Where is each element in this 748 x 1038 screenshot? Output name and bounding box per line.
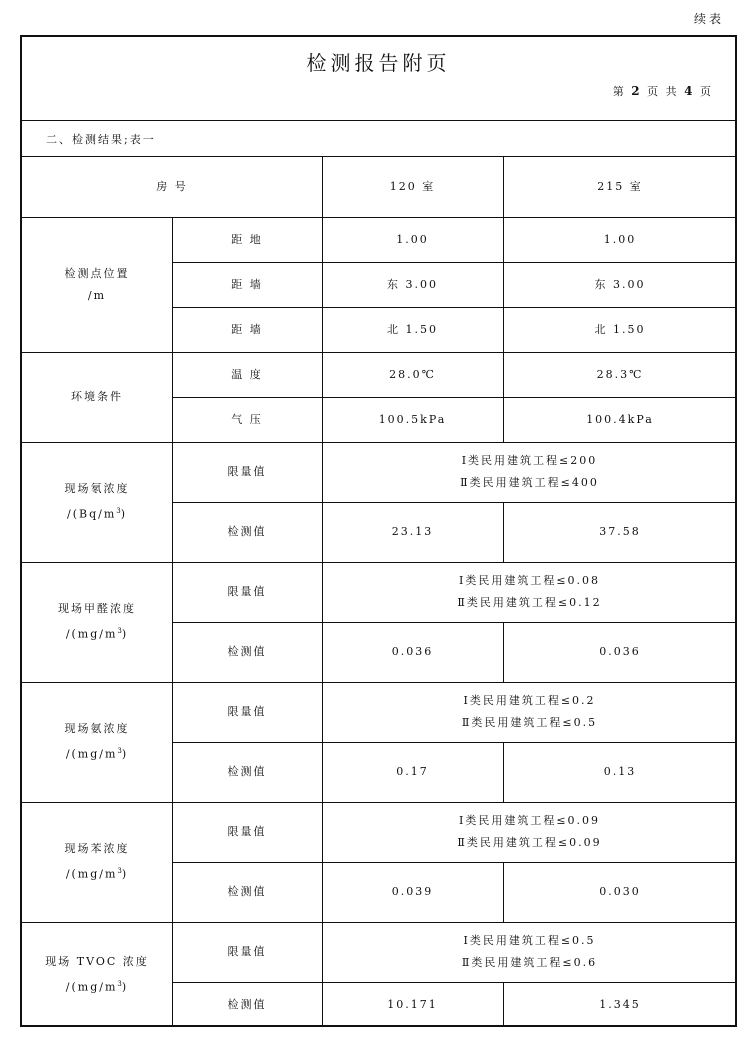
measured-value-215 — [503, 502, 737, 562]
room-215 — [503, 157, 737, 217]
measured-value-120 — [322, 742, 503, 802]
column-divider — [503, 217, 504, 352]
unit-sup: 3 — [117, 747, 122, 756]
measured-label — [172, 622, 322, 682]
row-label: 距 地 — [231, 232, 263, 246]
unit-prefix: /(mg/m — [65, 980, 118, 994]
column-divider — [322, 157, 323, 217]
cell-value: 0.13 — [603, 765, 637, 778]
limit-class-2: Ⅱ类民用建筑工程≤0.6 — [461, 956, 598, 969]
cell-value: 37.58 — [599, 525, 641, 538]
environment-label — [22, 352, 172, 442]
row-label: 气 压 — [231, 412, 263, 426]
position-value-120 — [322, 217, 503, 262]
limit-class-1: Ⅰ类民用建筑工程≤0.09 — [458, 814, 601, 827]
environment-value-120 — [322, 397, 503, 442]
column-divider — [172, 217, 173, 352]
measured-value-215 — [503, 862, 737, 922]
page-total: 4 — [684, 84, 695, 98]
unit-suffix: ) — [120, 507, 128, 521]
limit-class-2: Ⅱ类民用建筑工程≤0.12 — [457, 596, 602, 609]
cell-value: 北 1.50 — [594, 322, 646, 336]
report-header — [22, 37, 735, 121]
unit-prefix: /(mg/m — [65, 627, 118, 641]
measured-value-120 — [322, 502, 503, 562]
page-suffix: 页 — [700, 85, 713, 98]
position-label — [22, 217, 172, 352]
page-indicator — [613, 83, 713, 99]
limit-class-1: Ⅰ类民用建筑工程≤0.08 — [458, 574, 601, 587]
column-divider — [322, 352, 323, 442]
page-current: 2 — [631, 84, 642, 98]
column-divider — [503, 982, 504, 1027]
limit-values — [322, 922, 737, 982]
pollutant-label — [22, 682, 172, 802]
unit-suffix: ) — [121, 747, 129, 761]
column-divider — [503, 502, 504, 562]
unit-prefix: /(Bq/m — [66, 507, 117, 521]
limit-class-2: Ⅱ类民用建筑工程≤0.5 — [461, 716, 598, 729]
unit-suffix: ) — [121, 980, 129, 994]
limit-values — [322, 682, 737, 742]
row-divider — [172, 397, 737, 398]
limit-values — [322, 562, 737, 622]
measured-value-215 — [503, 742, 737, 802]
pollutant-label — [22, 442, 172, 562]
measured-label-text: 检测值 — [227, 525, 267, 538]
unit-sup: 3 — [117, 867, 122, 876]
measured-label — [172, 502, 322, 562]
environment-row-label — [172, 397, 322, 442]
column-divider — [322, 922, 323, 1027]
pollutant-name: 现场氡浓度 — [64, 482, 130, 496]
pollutant-unit — [65, 500, 130, 526]
cell-value: 0.039 — [391, 885, 434, 898]
column-divider — [503, 862, 504, 922]
limit-label-text: 限量值 — [227, 945, 267, 958]
environment-value-120 — [322, 352, 503, 397]
cell-value: 1.00 — [603, 232, 637, 246]
unit-suffix: ) — [121, 627, 129, 641]
limit-label-text: 限量值 — [227, 825, 267, 838]
unit-prefix: /(mg/m — [65, 867, 118, 881]
page-prefix: 第 — [612, 85, 626, 98]
row-label: 距 墙 — [231, 322, 263, 336]
measured-label-text: 检测值 — [227, 645, 267, 658]
column-divider — [503, 622, 504, 682]
position-label-line2: /m — [87, 288, 107, 302]
unit-suffix: ) — [121, 867, 129, 881]
position-row-label — [172, 307, 322, 352]
measured-label — [172, 862, 322, 922]
unit-sup: 3 — [116, 507, 121, 516]
row-label: 温 度 — [231, 367, 263, 381]
limit-values — [322, 802, 737, 862]
measured-value-120 — [322, 622, 503, 682]
limit-label-text: 限量值 — [227, 705, 267, 718]
column-divider — [172, 682, 173, 802]
unit-prefix: /(mg/m — [65, 747, 118, 761]
column-divider — [172, 442, 173, 562]
cell-value: 1.345 — [599, 997, 641, 1011]
measured-value-215 — [503, 622, 737, 682]
cell-value: 23.13 — [391, 525, 434, 538]
room-120 — [322, 157, 503, 217]
limit-values — [322, 442, 737, 502]
pollutant-unit — [65, 860, 130, 886]
unit-sup: 3 — [117, 627, 122, 636]
measured-label-text: 检测值 — [227, 997, 267, 1011]
cell-value: 北 1.50 — [387, 322, 438, 336]
section-title: 二、检测结果;表一 — [22, 121, 735, 157]
limit-class-1: Ⅰ类民用建筑工程≤0.5 — [463, 934, 596, 947]
measured-value-215 — [503, 982, 737, 1027]
cell-value: 100.5kPa — [378, 412, 447, 426]
environment-label-text: 环境条件 — [71, 390, 123, 403]
limit-label-text: 限量值 — [227, 585, 267, 598]
limit-label — [172, 922, 322, 982]
pollutant-label — [22, 922, 172, 1027]
cell-value: 28.0℃ — [389, 367, 436, 381]
measured-label-text: 检测值 — [227, 885, 267, 898]
column-divider — [172, 352, 173, 442]
pollutant-name: 现场苯浓度 — [64, 842, 130, 856]
room-name: 120 室 — [389, 180, 436, 193]
column-divider — [322, 802, 323, 922]
limit-label — [172, 562, 322, 622]
limit-class-1: Ⅰ类民用建筑工程≤200 — [461, 454, 598, 467]
column-divider — [322, 217, 323, 352]
limit-class-2: Ⅱ类民用建筑工程≤400 — [460, 476, 599, 489]
position-row-label — [172, 217, 322, 262]
column-divider — [172, 802, 173, 922]
room-header-label — [22, 157, 322, 217]
column-divider — [172, 562, 173, 682]
column-divider — [322, 682, 323, 802]
position-value-120 — [322, 307, 503, 352]
position-value-215 — [503, 307, 737, 352]
report-frame — [20, 35, 737, 1027]
measured-label — [172, 982, 322, 1027]
position-value-215 — [503, 262, 737, 307]
pollutant-unit — [65, 740, 130, 766]
position-value-215 — [503, 217, 737, 262]
position-value-120 — [322, 262, 503, 307]
measured-value-120 — [322, 982, 503, 1027]
unit-sup: 3 — [117, 979, 122, 988]
pollutant-unit — [45, 973, 149, 999]
environment-row-label — [172, 352, 322, 397]
cell-value: 0.036 — [391, 645, 434, 658]
environment-value-215 — [503, 397, 737, 442]
position-row-label — [172, 262, 322, 307]
cell-value: 1.00 — [396, 232, 429, 246]
limit-label — [172, 682, 322, 742]
column-divider — [172, 922, 173, 1027]
limit-label-text: 限量值 — [227, 465, 267, 478]
cell-value: 0.17 — [396, 765, 429, 778]
position-label-line1: 检测点位置 — [64, 266, 130, 280]
column-divider — [322, 442, 323, 562]
row-divider — [172, 307, 737, 308]
column-divider — [503, 352, 504, 442]
cell-value: 东 3.00 — [594, 277, 646, 291]
measured-label-text: 检测值 — [227, 765, 267, 778]
pollutant-name: 现场 TVOC 浓度 — [45, 954, 149, 968]
page-mid: 页 共 — [647, 85, 679, 98]
measured-value-120 — [322, 862, 503, 922]
column-divider — [503, 157, 504, 217]
cell-value: 东 3.00 — [387, 277, 438, 291]
row-divider — [172, 262, 737, 263]
limit-class-1: Ⅰ类民用建筑工程≤0.2 — [463, 694, 596, 707]
cell-value: 10.171 — [387, 997, 438, 1011]
pollutant-name: 现场甲醛浓度 — [58, 602, 136, 616]
cell-value: 28.3℃ — [596, 367, 644, 381]
report-title: 检测报告附页 — [306, 51, 451, 75]
pollutant-name: 现场氨浓度 — [64, 722, 130, 736]
pollutant-label — [22, 562, 172, 682]
cell-value: 0.030 — [599, 885, 641, 898]
room-name: 215 室 — [597, 180, 643, 193]
room-label: 房 号 — [156, 180, 188, 193]
limit-class-2: Ⅱ类民用建筑工程≤0.09 — [457, 836, 602, 849]
column-divider — [322, 562, 323, 682]
continued-label: 续表 — [693, 12, 724, 26]
limit-label — [172, 442, 322, 502]
cell-value: 100.4kPa — [586, 412, 654, 426]
pollutant-unit — [58, 620, 136, 646]
row-label: 距 墙 — [231, 277, 263, 291]
measured-label — [172, 742, 322, 802]
pollutant-label — [22, 802, 172, 922]
cell-value: 0.036 — [599, 645, 641, 658]
column-divider — [503, 742, 504, 802]
limit-label — [172, 802, 322, 862]
environment-value-215 — [503, 352, 737, 397]
